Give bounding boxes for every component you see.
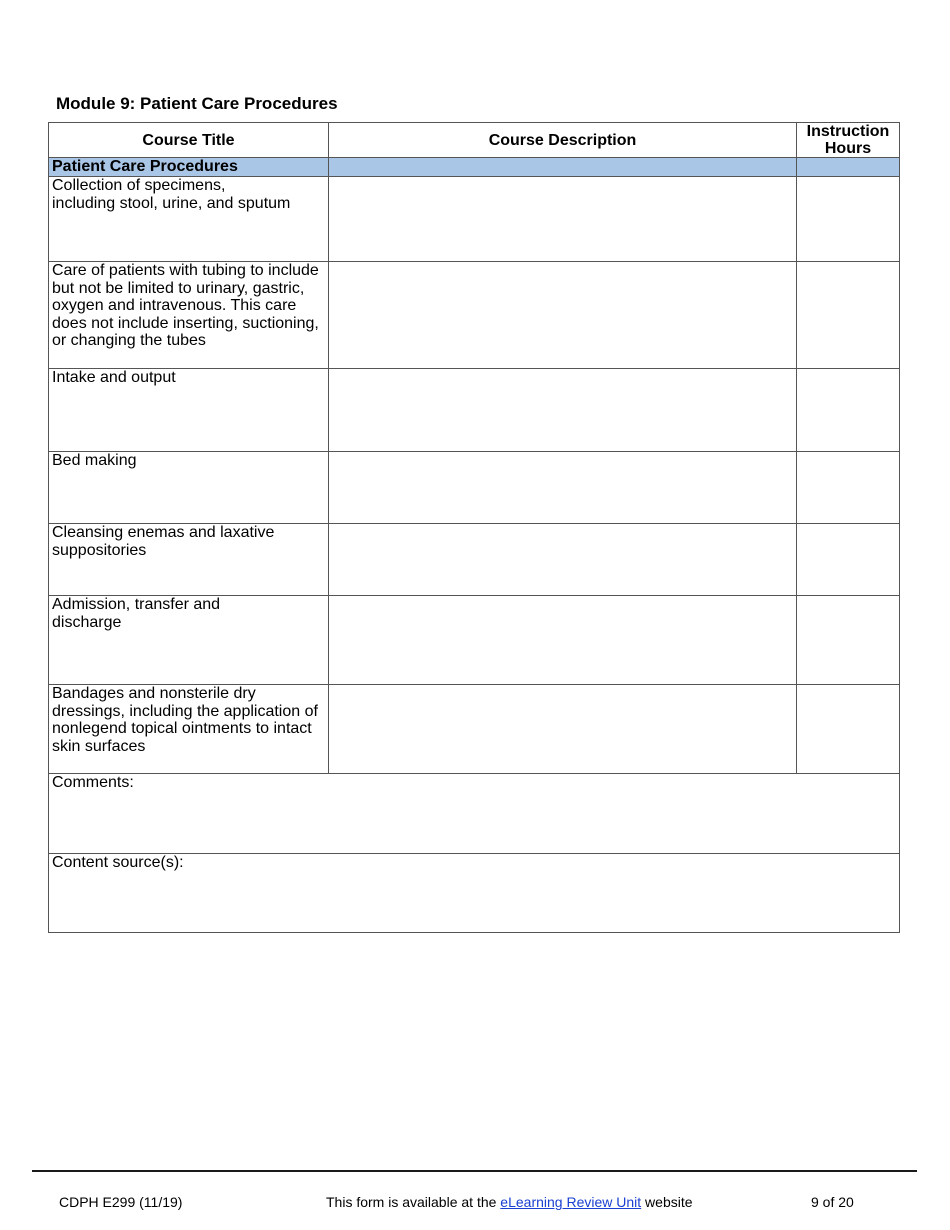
section-row	[49, 158, 900, 177]
course-description-cell[interactable]	[329, 369, 797, 452]
course-description-cell[interactable]	[329, 452, 797, 524]
instruction-hours-cell[interactable]	[797, 524, 900, 596]
instruction-hours-cell[interactable]	[797, 596, 900, 685]
comments-label: Comments:	[52, 774, 134, 791]
course-title-cell: Care of patients with tubing to include but not be limited to urinary, gastric, oxygen and intravenous. This care does not include inserting, suctioning, or changing the tubes	[49, 262, 329, 369]
table-row	[49, 452, 900, 524]
course-table	[48, 122, 900, 933]
table-row	[49, 369, 900, 452]
comments-row	[49, 774, 900, 854]
course-description-cell[interactable]	[329, 596, 797, 685]
elearning-review-unit-link[interactable]: eLearning Review Unit	[500, 1194, 642, 1210]
footer-form-id: CDPH E299 (11/19)	[59, 1194, 183, 1210]
course-description-cell[interactable]	[329, 685, 797, 774]
course-description-cell[interactable]	[329, 262, 797, 369]
header-instruction-hours-line1: Instruction	[806, 123, 890, 140]
course-title-cell: Admission, transfer and discharge	[49, 596, 329, 685]
table-row	[49, 524, 900, 596]
instruction-hours-cell[interactable]	[797, 685, 900, 774]
footer-availability-prefix: This form is available at the	[326, 1194, 501, 1210]
content-sources-cell[interactable]	[49, 854, 900, 933]
table-header-row	[49, 123, 900, 158]
table-row	[49, 262, 900, 369]
footer-availability	[326, 1194, 693, 1210]
table-row	[49, 685, 900, 774]
footer-availability-suffix: website	[641, 1194, 693, 1210]
instruction-hours-cell[interactable]	[797, 369, 900, 452]
instruction-hours-cell[interactable]	[797, 262, 900, 369]
section-label: Patient Care Procedures	[49, 158, 329, 177]
content-sources-row	[49, 854, 900, 933]
course-description-cell[interactable]	[329, 524, 797, 596]
header-instruction-hours	[797, 123, 900, 158]
header-course-description: Course Description	[329, 123, 797, 158]
header-course-title: Course Title	[49, 123, 329, 158]
module-title: Module 9: Patient Care Procedures	[56, 94, 338, 113]
section-description-cell	[329, 158, 797, 177]
instruction-hours-cell[interactable]	[797, 452, 900, 524]
table-row	[49, 596, 900, 685]
course-title-cell: Bandages and nonsterile dry dressings, including the application of nonlegend topical ointments to intact skin surfaces	[49, 685, 329, 774]
course-title-cell: Cleansing enemas and laxative suppositories	[49, 524, 329, 596]
footer-page-number: 9 of 20	[811, 1194, 854, 1210]
course-description-cell[interactable]	[329, 177, 797, 262]
content-sources-label: Content source(s):	[52, 854, 184, 871]
instruction-hours-cell[interactable]	[797, 177, 900, 262]
header-instruction-hours-line2: Hours	[824, 140, 872, 157]
comments-cell[interactable]	[49, 774, 900, 854]
table-row	[49, 177, 900, 262]
section-hours-cell	[797, 158, 900, 177]
course-title-cell: Intake and output	[49, 369, 329, 452]
course-title-cell: Bed making	[49, 452, 329, 524]
course-title-cell: Collection of specimens, including stool, urine, and sputum	[49, 177, 329, 262]
footer-divider	[32, 1170, 917, 1172]
